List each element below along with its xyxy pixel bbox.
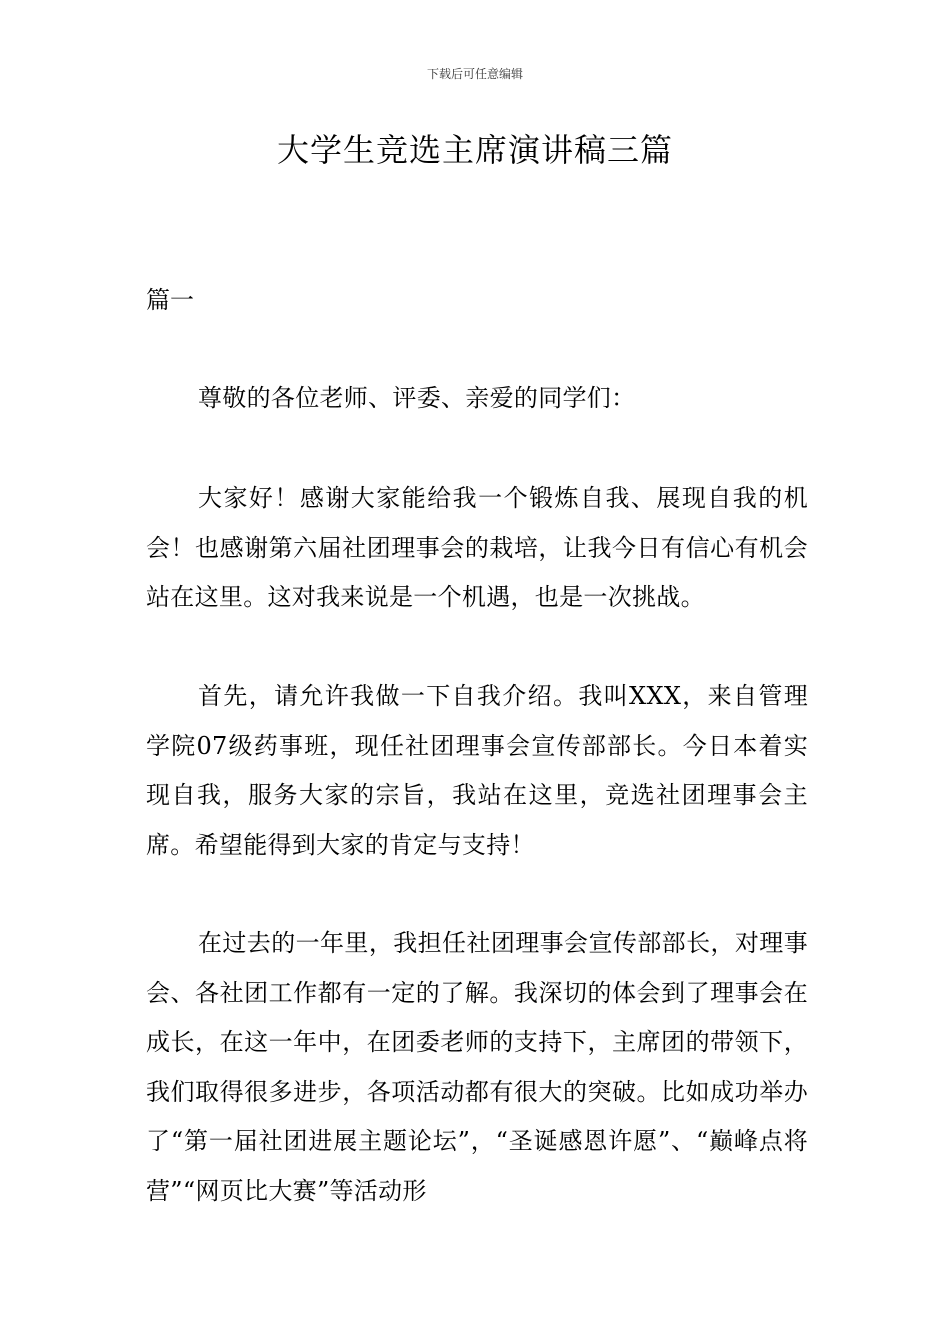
greeting-paragraph: 尊敬的各位老师、评委、亲爱的同学们： — [198, 384, 636, 412]
section-label: 篇一 — [146, 286, 194, 314]
body-paragraph-3: 在过去的一年里，我担任社团理事会宣传部部长，对理事会、各社团工作都有一定的了解。我深切的体会到了理事会在成长，在这一年中，在团委老师的支持下，主席团的带领下，我们取得很多进步，各项活动都有很大的突破。比如成功举办了“第一届社团进展主题论坛”，“圣诞感恩许愿”、“巅峰点将营”“网页比大赛”等活动形 — [146, 929, 808, 1205]
document-title: 大学生竞选主席演讲稿三篇 — [276, 131, 673, 169]
body-paragraph-2: 首先，请允许我做一下自我介绍。我叫XXX，来自管理学院07级药事班，现任社团理事会宣传部部长。今日本着实现自我，服务大家的宗旨，我站在这里，竞选社团理事会主席。希望能得到大家的肯定与支持！ — [146, 682, 808, 859]
body-paragraph-1: 大家好！感谢大家能给我一个锻炼自我、展现自我的机会！也感谢第六届社团理事会的栽培，让我今日有信心有机会站在这里。这对我来说是一个机遇，也是一次挑战。 — [146, 484, 808, 611]
header-note: 下载后可任意编辑 — [426, 67, 523, 81]
